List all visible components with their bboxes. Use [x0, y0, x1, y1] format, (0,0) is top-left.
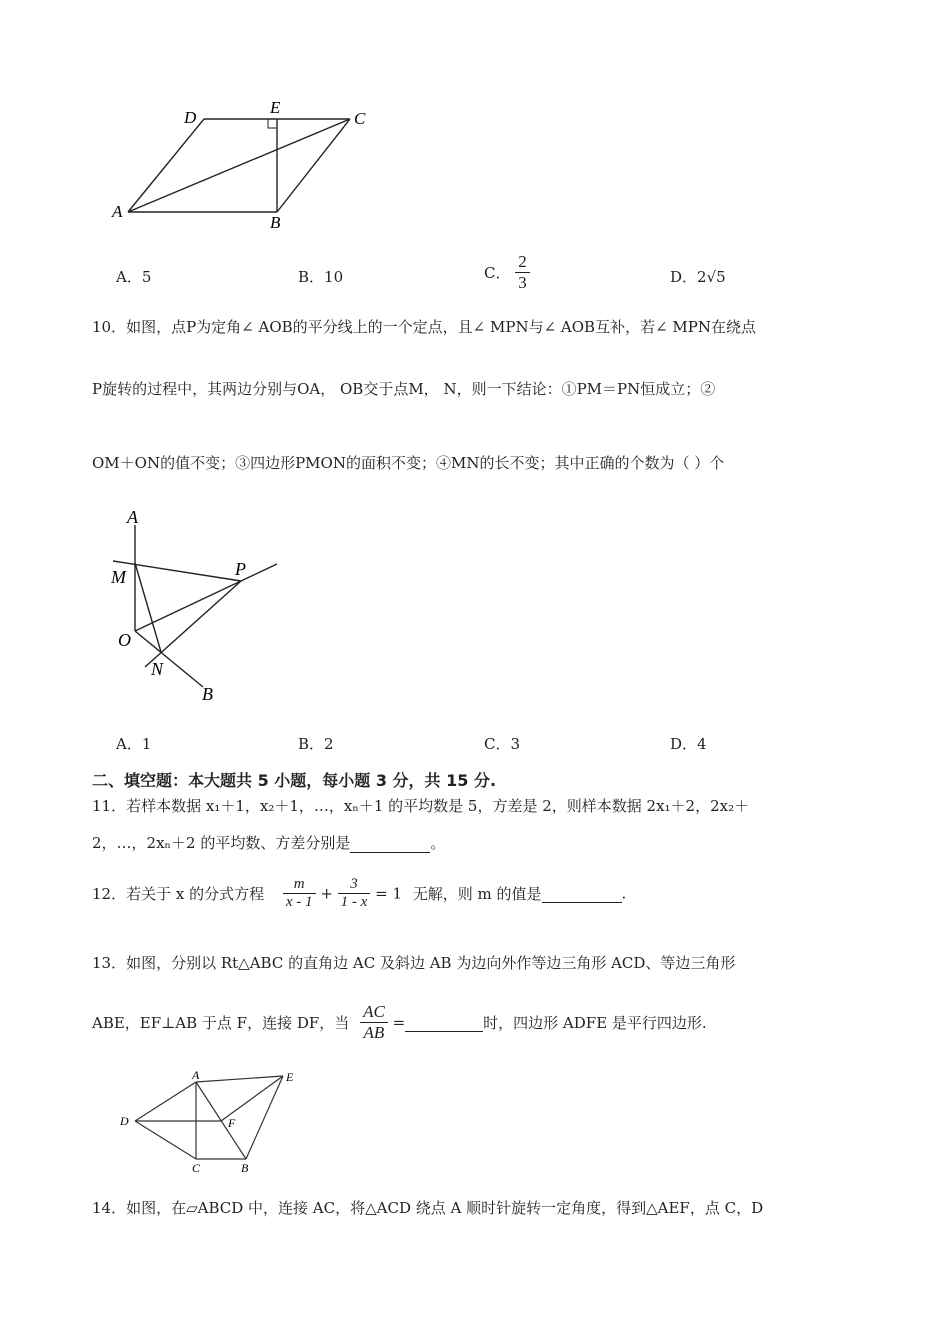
label-a: A	[127, 507, 138, 527]
label-b: B	[241, 1161, 249, 1175]
label-p: P	[235, 559, 246, 579]
segment-ef	[221, 1076, 283, 1121]
edge-ae	[196, 1076, 283, 1082]
answer-blank[interactable]	[542, 884, 622, 903]
right-angle-mark	[268, 119, 277, 128]
q9-option-c: C． $\frac{2}{3}$	[484, 252, 530, 293]
equilateral-triangles-figure	[115, 1068, 305, 1176]
fraction-m-over-x-1: $\frac{m}{x - 1}$	[283, 876, 316, 911]
label-o: O	[118, 630, 131, 650]
edge-ad	[128, 119, 204, 212]
q9-option-a: A．5	[116, 268, 152, 286]
q10-line-2: P旋转的过程中，其两边分别与OA， OB交于点M， N，则一下结论：①PM＝PN恒成立；②	[92, 380, 716, 398]
fraction-ac-over-ab: $\frac{AC}{AB}$	[360, 1002, 388, 1043]
segment-mn	[135, 563, 161, 652]
q11-line-2: 2，…，2xₙ＋2 的平均数、方差分别是 。	[92, 834, 446, 852]
q10-option-a: A．1	[116, 735, 152, 753]
side-pm	[113, 561, 241, 581]
label-c: C	[354, 109, 366, 128]
fraction-3-over-1-x: $\frac{3}{1 - x}$	[338, 876, 371, 911]
label-b: B	[202, 684, 213, 704]
label-f: F	[228, 1116, 236, 1130]
parallelogram-figure	[100, 95, 390, 235]
answer-blank[interactable]	[405, 1013, 483, 1032]
angle-bisector-figure	[105, 505, 290, 710]
edge-eb	[246, 1076, 283, 1159]
edge-ad	[135, 1082, 196, 1121]
diagonal-ac	[128, 119, 350, 212]
q10-option-b: B．2	[298, 735, 334, 753]
answer-blank[interactable]	[350, 834, 430, 853]
q9-option-d: D．2√5	[670, 268, 726, 286]
q14-line-1: 14．如图，在▱ABCD 中，连接 AC，将△ACD 绕点 A 顺时针旋转一定角度，得到△AEF，点 C，D	[92, 1199, 764, 1217]
q12-line: 12．若关于 x 的分式方程 $\frac{m}{x - 1}$ + $\frac{3}{1 - x}$ = 1 无解，则 m 的值是 .	[92, 876, 627, 910]
label-d: D	[120, 1114, 129, 1128]
q10-line-1: 10．如图，点P为定角∠ AOB的平分线上的一个定点，且∠ MPN与∠ AOB互补，若∠ MPN在绕点	[92, 318, 756, 336]
edge-cb	[277, 119, 350, 212]
section-heading: 二、填空题：本大题共 5 小题，每小题 3 分，共 15 分.	[92, 771, 497, 790]
label-b: B	[270, 213, 281, 232]
label-m: M	[111, 567, 126, 587]
label-c: C	[192, 1161, 201, 1175]
ray-ob	[135, 631, 203, 687]
label-a: A	[192, 1068, 200, 1082]
label-e: E	[270, 98, 281, 117]
q9-option-b: B．10	[298, 268, 344, 286]
q10-option-d: D．4	[670, 735, 707, 753]
q13-line-1: 13．如图，分别以 Rt△ABC 的直角边 AC 及斜边 AB 为边向外作等边三角形 ACD、等边三角形	[92, 954, 736, 972]
q10-line-3: OM＋ON的值不变；③四边形PMON的面积不变；④MN的长不变；其中正确的个数为（ ）个	[92, 454, 725, 472]
label-a: A	[112, 202, 123, 221]
label-n: N	[151, 659, 164, 679]
q10-option-c: C．3	[484, 735, 521, 753]
fraction-two-thirds: $\frac{2}{3}$	[515, 252, 530, 293]
side-pn	[145, 581, 241, 667]
bisector-op	[135, 564, 277, 631]
label-e: E	[286, 1070, 294, 1084]
label-d: D	[184, 108, 197, 127]
edge-dc	[135, 1121, 196, 1159]
q13-line-2: ABE，EF⊥AB 于点 F，连接 DF，当 $\frac{AC}{AB}$ = 时，四边形 ADFE 是平行四边形.	[92, 1002, 707, 1042]
q11-line-1: 11．若样本数据 x₁＋1，x₂＋1，…，xₙ＋1 的平均数是 5，方差是 2，则样本数据 2x₁＋2，2x₂＋	[92, 797, 750, 815]
